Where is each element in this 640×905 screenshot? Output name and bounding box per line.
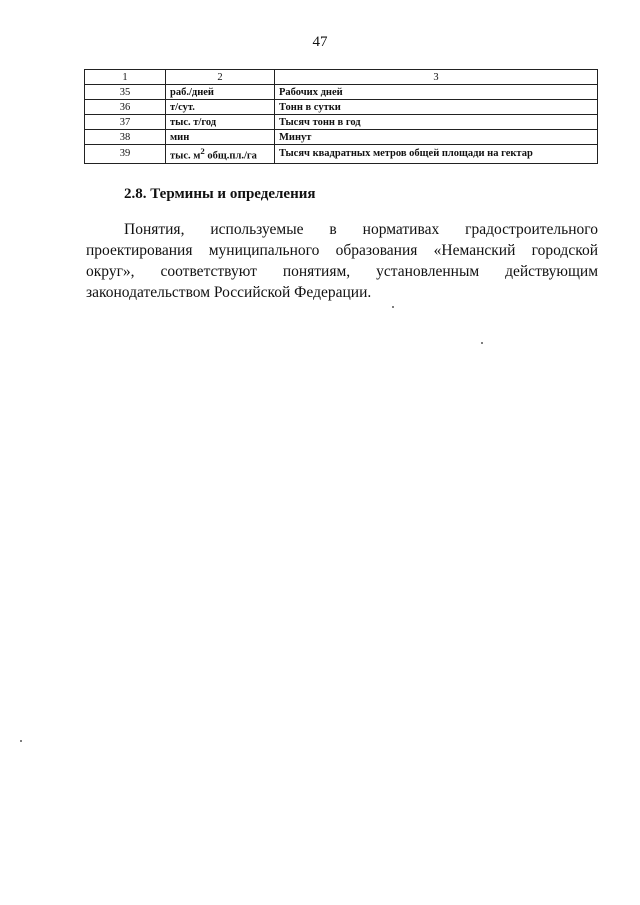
- scan-speck: [392, 306, 394, 308]
- unit-abbreviation: тыс. т/год: [166, 115, 275, 130]
- unit-meaning: Тысяч тонн в год: [275, 115, 598, 130]
- unit-prefix: тыс. м: [170, 150, 201, 162]
- table-header-row: [85, 70, 598, 85]
- row-number: 36: [85, 100, 166, 115]
- table-header-cell: 3: [275, 70, 598, 85]
- section-paragraph: Понятия, используемые в нормативах градостроительного проектирования муниципального образования «Неманский городской округ», соответствуют понятиям, установленным действующим законодательством Российской Федерации.: [86, 221, 598, 301]
- unit-abbreviation: раб./дней: [166, 85, 275, 100]
- row-number: 39: [85, 145, 166, 164]
- table-row: [85, 130, 598, 145]
- scan-speck: [481, 342, 483, 344]
- unit-suffix: общ.пл./га: [204, 150, 257, 162]
- unit-meaning: Рабочих дней: [275, 85, 598, 100]
- row-number: 38: [85, 130, 166, 145]
- units-table: [84, 69, 598, 164]
- unit-abbreviation: мин: [166, 130, 275, 145]
- unit-meaning: Тонн в сутки: [275, 100, 598, 115]
- unit-abbreviation: т/сут.: [166, 100, 275, 115]
- unit-superscript: 2: [200, 146, 205, 156]
- unit-meaning: Тысяч квадратных метров общей площади на гектар: [275, 145, 598, 164]
- table-row: [85, 145, 598, 164]
- row-number: 37: [85, 115, 166, 130]
- section-title: 2.8. Термины и определения: [124, 186, 316, 202]
- page-number: 47: [312, 34, 328, 50]
- table-row: [85, 85, 598, 100]
- scan-speck: [20, 740, 22, 742]
- table-header-cell: 1: [85, 70, 166, 85]
- unit-abbreviation: [166, 145, 275, 164]
- row-number: 35: [85, 85, 166, 100]
- table-row: [85, 100, 598, 115]
- table-row: [85, 115, 598, 130]
- table-header-cell: 2: [166, 70, 275, 85]
- unit-meaning: Минут: [275, 130, 598, 145]
